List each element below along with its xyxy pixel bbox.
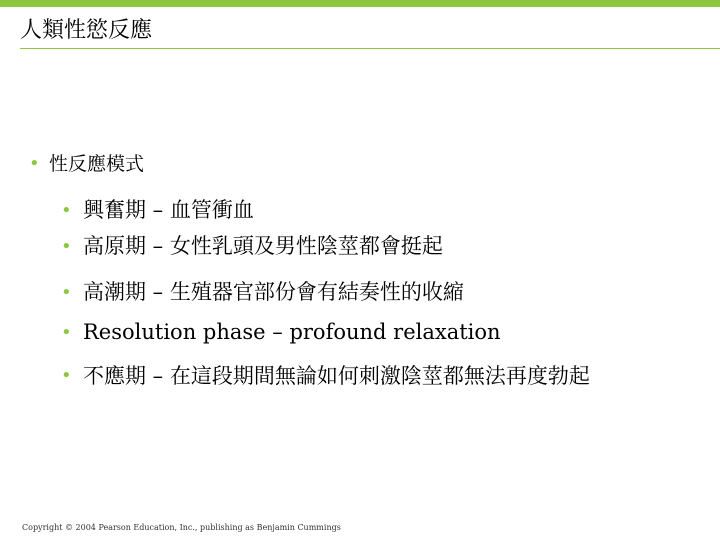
copyright-footer: Copyright © 2004 Pearson Education, Inc., publishing as Benjamin Cummings	[22, 523, 341, 532]
bullet-marker: •	[61, 200, 72, 221]
bullet-marker: •	[61, 322, 72, 343]
slide-title: 人類性慾反應	[20, 18, 153, 43]
sub-item-resolution: Resolution phase – profound relaxation	[83, 320, 501, 344]
sub-item-plateau: 高原期 – 女性乳頭及男性陰莖都會挺起	[83, 234, 443, 258]
sub-item-excitement: 興奮期 – 血管衝血	[83, 198, 254, 222]
top-accent-bar	[0, 0, 720, 7]
main-bullet-text: 性反應模式	[49, 153, 145, 175]
bullet-marker: •	[61, 282, 72, 303]
bullet-marker: •	[61, 236, 72, 257]
bullet-marker: •	[61, 365, 72, 386]
sub-item-orgasm: 高潮期 – 生殖器官部份會有結奏性的收縮	[83, 280, 464, 304]
sub-item-refractory: 不應期 – 在這段期間無論如何刺激陰莖都無法再度勃起	[83, 364, 590, 388]
title-divider	[20, 48, 720, 49]
bullet-marker: •	[29, 153, 40, 174]
